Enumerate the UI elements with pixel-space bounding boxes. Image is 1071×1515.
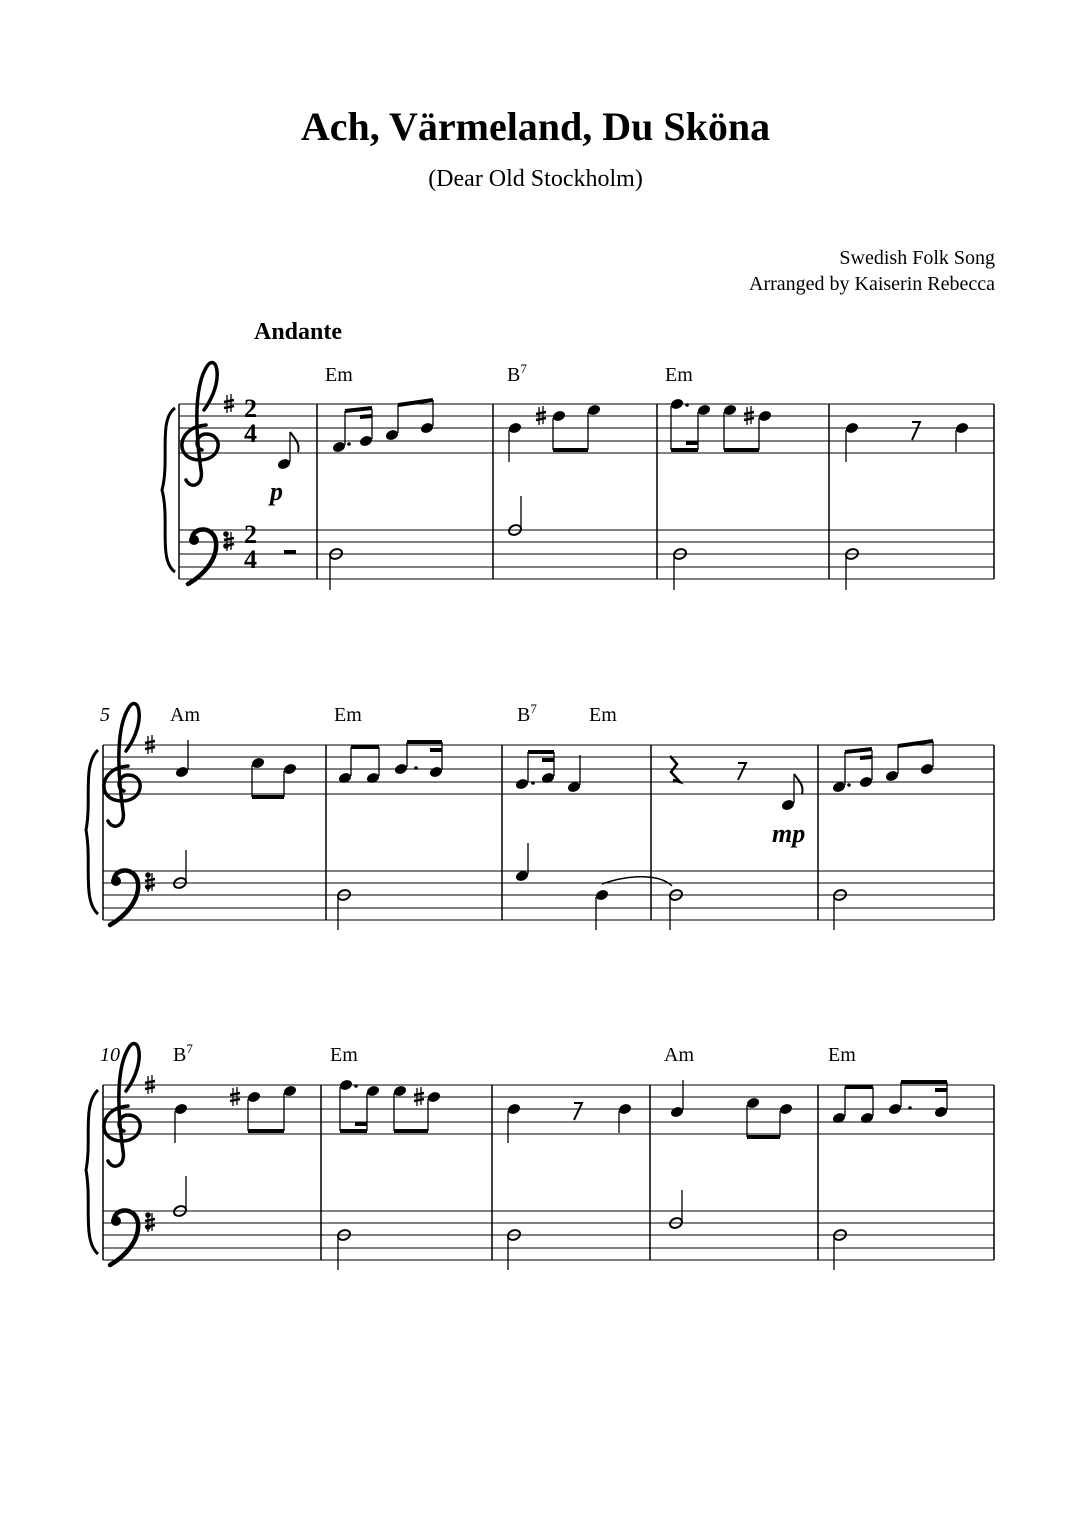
chord-symbol: Em — [665, 364, 693, 386]
treble-clef-icon — [182, 363, 218, 486]
chord-symbol: Em — [589, 704, 617, 726]
chord-symbol: $B^7$ — [173, 1041, 193, 1066]
chord-symbol: Em — [828, 1044, 856, 1066]
svg-text:4: 4 — [244, 545, 257, 574]
svg-text:2: 2 — [244, 520, 257, 549]
bass-clef-icon — [110, 870, 151, 925]
tempo-marking: Andante — [254, 319, 343, 345]
dynamic-marking: p — [270, 477, 283, 506]
bass-clef-icon — [110, 1210, 151, 1265]
system-2 — [86, 701, 994, 930]
brace — [86, 750, 98, 914]
measure-number: 10 — [100, 1044, 120, 1066]
chord-symbol: $B^7$ — [507, 361, 527, 386]
chord-symbol: Am — [170, 704, 200, 726]
system-3 — [86, 1041, 994, 1270]
chord-symbol: Am — [664, 1044, 694, 1066]
brace — [162, 408, 175, 572]
arranger-credit: Arranged by Kaiserin Rebecca — [749, 273, 995, 295]
song-title: Ach, Värmeland, Du Sköna — [300, 104, 771, 149]
composer-credit: Swedish Folk Song — [839, 247, 995, 269]
song-subtitle: (Dear Old Stockholm) — [428, 166, 643, 192]
bass-clef-icon — [188, 529, 229, 584]
svg-text:4: 4 — [244, 419, 257, 448]
svg-text:2: 2 — [244, 394, 257, 423]
dynamic-marking: mp — [772, 819, 806, 848]
measure-number: 5 — [100, 704, 110, 726]
chord-symbol: $B^7$ — [517, 701, 537, 726]
system-1 — [162, 361, 994, 590]
chord-symbol: Em — [330, 1044, 358, 1066]
chord-symbol: Em — [325, 364, 353, 386]
brace — [86, 1090, 98, 1254]
chord-symbol: Em — [334, 704, 362, 726]
